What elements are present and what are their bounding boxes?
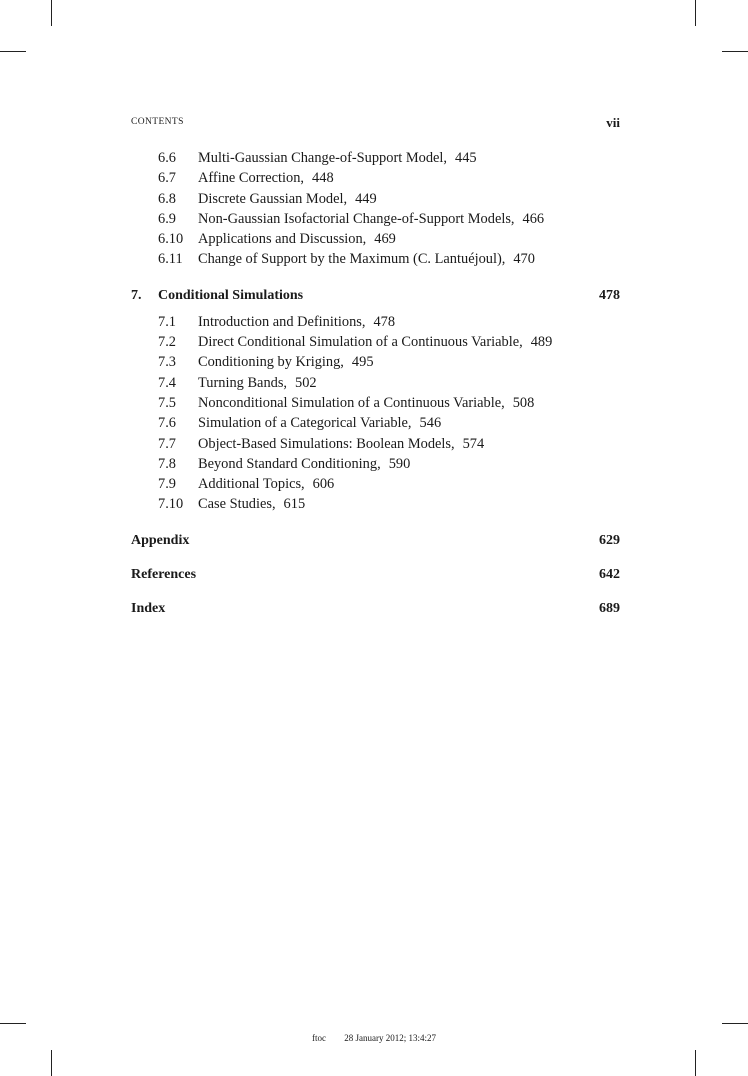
- crop-mark: [722, 1023, 748, 1024]
- back-matter-title: Appendix: [131, 532, 190, 548]
- section-number: 7.1: [158, 313, 176, 330]
- toc-entry: [131, 474, 620, 494]
- section-title-text: Turning Bands,: [198, 374, 288, 391]
- section-title-text: Affine Correction,: [198, 170, 305, 187]
- section-title-text: Change of Support by the Maximum (C. Lantuéjoul),: [198, 251, 506, 268]
- section-page: 470: [513, 251, 535, 268]
- toc-entry: [131, 373, 620, 393]
- section-number: 6.8: [158, 190, 176, 207]
- table-of-contents: [131, 148, 620, 619]
- crop-mark: [695, 0, 696, 26]
- section-page: 508: [512, 394, 535, 411]
- section-title-text: Non-Gaussian Isofactorial Change-of-Support Models,: [198, 210, 515, 227]
- section-page: 448: [312, 170, 334, 187]
- running-head: [131, 116, 620, 132]
- section-number: 7.5: [158, 394, 176, 411]
- section-number: 7.9: [158, 476, 176, 493]
- section-title-text: Nonconditional Simulation of a Continuous Variable,: [198, 394, 505, 411]
- section-title: [198, 189, 377, 209]
- section-title: [198, 249, 535, 269]
- section-page: 574: [462, 435, 485, 452]
- section-title: [198, 393, 534, 413]
- section-number: 7.4: [158, 374, 176, 391]
- section-number: 6.10: [158, 231, 184, 248]
- chapter-number: 7.: [131, 287, 142, 303]
- crop-mark: [51, 1050, 52, 1076]
- toc-entry: [131, 249, 620, 269]
- section-title: [198, 148, 477, 168]
- section-page: 502: [295, 374, 317, 391]
- toc-entry: [131, 312, 620, 332]
- section-page: 606: [312, 476, 335, 493]
- crop-mark: [0, 51, 26, 52]
- chapter-page: 478: [599, 287, 620, 303]
- section-number: 7.6: [158, 415, 176, 432]
- section-page: 489: [530, 334, 553, 351]
- section-title-text: Discrete Gaussian Model,: [198, 190, 348, 207]
- section-number: 7.2: [158, 334, 176, 351]
- section-title: [198, 352, 374, 372]
- toc-entry: [131, 352, 620, 372]
- section-number: 7.10: [158, 496, 184, 513]
- back-matter-page: 689: [599, 600, 620, 616]
- section-page: 466: [522, 210, 545, 227]
- crop-mark: [51, 0, 52, 26]
- section-page: 445: [455, 150, 477, 166]
- page-number: vii: [606, 115, 620, 130]
- chapter-7-heading: [131, 286, 620, 306]
- section-title-text: Beyond Standard Conditioning,: [198, 455, 381, 472]
- section-title-text: Applications and Discussion,: [198, 231, 367, 248]
- print-footer: [0, 1033, 748, 1043]
- toc-entry: [131, 393, 620, 413]
- chapter-title: Conditional Simulations: [158, 287, 304, 303]
- toc-entry: [131, 168, 620, 188]
- section-title-text: Additional Topics,: [198, 476, 305, 493]
- back-matter-title: Index: [131, 600, 166, 616]
- back-matter-title: References: [131, 566, 197, 582]
- toc-entry: [131, 434, 620, 454]
- section-title: [198, 229, 396, 249]
- section-title-text: Introduction and Definitions,: [198, 313, 366, 330]
- back-matter-page: 629: [599, 532, 620, 548]
- section-page: 495: [351, 354, 374, 371]
- section-page: 478: [373, 313, 396, 330]
- section-page: 449: [355, 190, 377, 207]
- footer-timestamp: 28 January 2012; 13:4:27: [344, 1033, 436, 1043]
- running-head-section: CONTENTS: [131, 117, 184, 127]
- section-title: [198, 494, 305, 514]
- toc-entry: [131, 229, 620, 249]
- toc-entry: [131, 454, 620, 474]
- section-title: [198, 312, 395, 332]
- section-title-text: Multi-Gaussian Change-of-Support Model,: [198, 150, 448, 166]
- section-page: 615: [283, 496, 306, 513]
- section-title-text: Simulation of a Categorical Variable,: [198, 415, 412, 432]
- section-title: [198, 209, 544, 229]
- section-title: [198, 474, 334, 494]
- toc-entry: [131, 189, 620, 209]
- toc-entry: [131, 332, 620, 352]
- section-title: [198, 332, 552, 352]
- back-matter-page: 642: [599, 566, 620, 582]
- back-matter-appendix: [131, 531, 620, 551]
- section-title: [198, 454, 410, 474]
- section-number: 7.8: [158, 455, 176, 472]
- section-page: 590: [388, 455, 411, 472]
- section-page: 546: [419, 415, 442, 432]
- section-title-text: Direct Conditional Simulation of a Continuous Variable,: [198, 334, 523, 351]
- footer-file: ftoc: [312, 1033, 326, 1043]
- section-title-text: Conditioning by Kriging,: [198, 354, 344, 371]
- section-title-text: Case Studies,: [198, 496, 276, 513]
- section-title: [198, 373, 317, 393]
- section-number: 6.11: [158, 251, 183, 268]
- toc-entry: [131, 148, 620, 168]
- section-title: [198, 168, 334, 188]
- crop-mark: [695, 1050, 696, 1076]
- back-matter-references: [131, 565, 620, 585]
- section-number: 6.7: [158, 170, 176, 187]
- toc-entry: [131, 209, 620, 229]
- chapter-7-sections: [131, 312, 620, 515]
- toc-entry: [131, 413, 620, 433]
- section-title: [198, 413, 441, 433]
- section-page: 469: [374, 231, 396, 248]
- section-title: [198, 434, 484, 454]
- section-number: 7.7: [158, 435, 176, 452]
- section-number: 6.9: [158, 210, 176, 227]
- crop-mark: [0, 1023, 26, 1024]
- section-title-text: Object-Based Simulations: Boolean Models,: [198, 435, 455, 452]
- section-number: 7.3: [158, 354, 176, 371]
- toc-entry: [131, 494, 620, 514]
- crop-mark: [722, 51, 748, 52]
- section-number: 6.6: [158, 150, 176, 166]
- chapter-6-sections: [131, 148, 620, 270]
- back-matter-index: [131, 599, 620, 619]
